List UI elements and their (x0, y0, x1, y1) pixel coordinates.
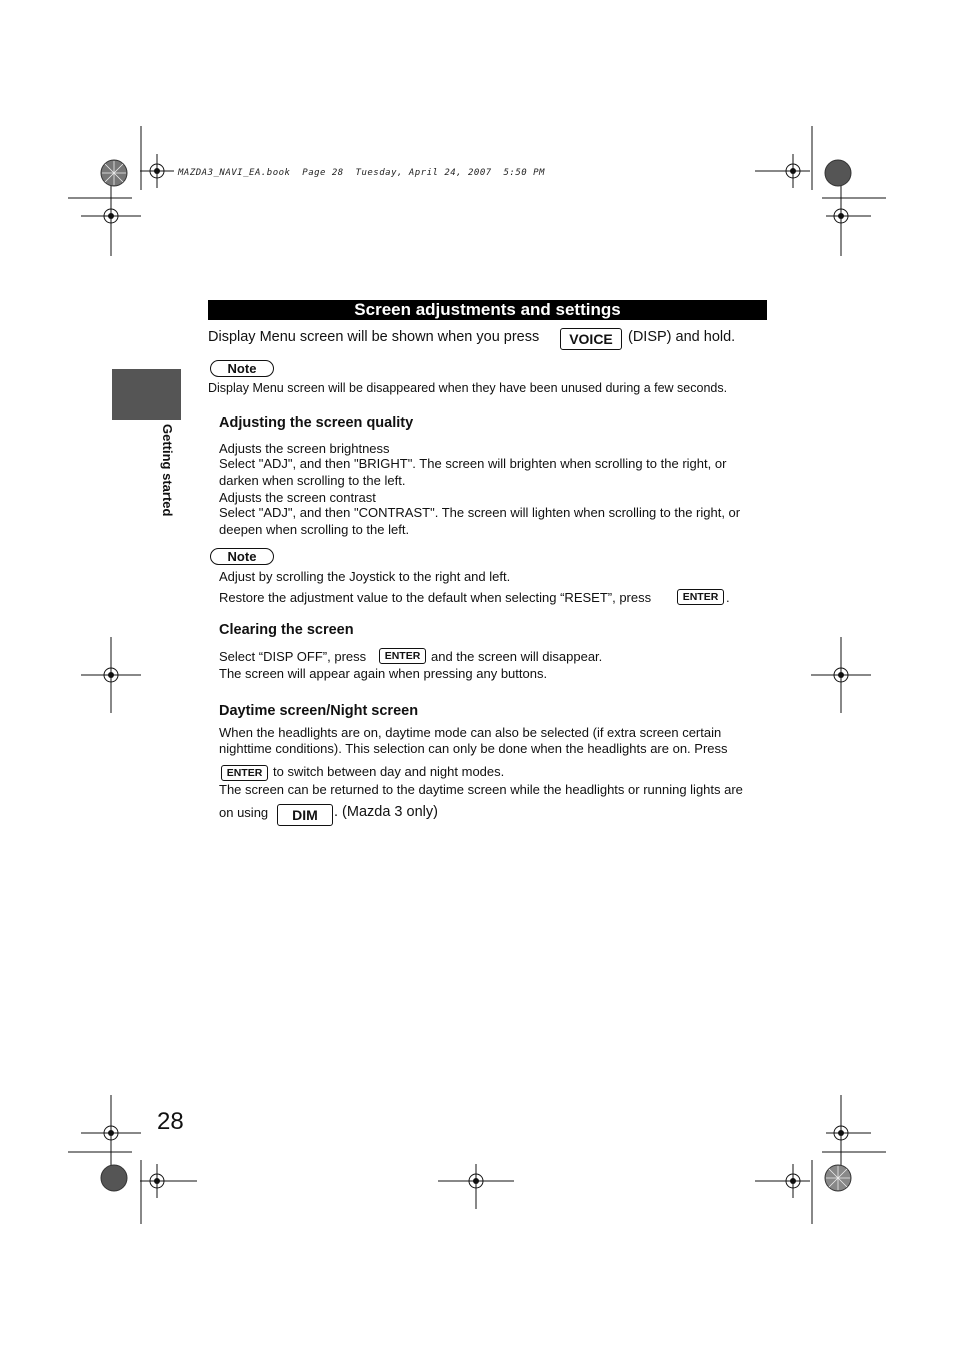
body-line: nighttime conditions). This selection can only be done when the headlights are on. Press (219, 741, 728, 756)
voice-key: VOICE (560, 328, 622, 350)
body-line: on using (219, 805, 269, 820)
body-line: . (726, 590, 730, 605)
body-line: Adjust by scrolling the Joystick to the right and left. (219, 569, 511, 584)
body-line: darken when scrolling to the left. (219, 473, 406, 488)
intro-line (208, 329, 539, 345)
enter-key: ENTER (677, 589, 724, 605)
intro-text: Display Menu screen will be shown when you press (208, 329, 540, 345)
intro-after: (DISP) and hold. (628, 329, 736, 345)
dim-key: DIM (277, 804, 333, 826)
print-metadata: MAZDA3_NAVI_EA.book Page 28 Tuesday, April 24, 2007 5:50 PM (178, 168, 545, 178)
section-title: Screen adjustments and settings (354, 300, 621, 319)
page-number: 28 (157, 1108, 184, 1135)
body-line: . (Mazda 3 only) (334, 804, 438, 820)
subsection-heading: Daytime screen/Night screen (219, 703, 419, 719)
body-line: Adjusts the screen brightness (219, 441, 390, 456)
subsection-heading: Clearing the screen (219, 622, 354, 638)
subsection-heading: Adjusting the screen quality (219, 415, 414, 431)
enter-key: ENTER (379, 648, 426, 664)
body-line: When the headlights are on, daytime mode can also be selected (if extra screen certain (219, 725, 722, 740)
body-line: deepen when scrolling to the left. (219, 522, 410, 537)
note-badge: Note (210, 548, 274, 565)
section-header-bar (208, 300, 767, 320)
note-text: Display Menu screen will be disappeared when they have been unused during a few seconds. (208, 381, 728, 395)
chapter-tab (112, 369, 181, 420)
body-line: Select "ADJ", and then "CONTRAST". The screen will lighten when scrolling to the right, or (219, 505, 741, 520)
body-line: The screen will appear again when pressing any buttons. (219, 666, 548, 681)
body-line: Select "ADJ", and then "BRIGHT". The screen will brighten when scrolling to the right, or (219, 456, 727, 471)
note-badge: Note (210, 360, 274, 377)
body-line: Select “DISP OFF”, press (219, 649, 367, 664)
body-line: Adjusts the screen contrast (219, 490, 376, 505)
body-line: The screen can be returned to the daytime screen while the headlights or running lights are (219, 782, 743, 797)
body-line: to switch between day and night modes. (273, 764, 505, 779)
body-line: Restore the adjustment value to the default when selecting “RESET”, press (219, 590, 652, 605)
chapter-label: Getting started (160, 424, 175, 517)
body-line: and the screen will disappear. (431, 649, 603, 664)
enter-key: ENTER (221, 765, 268, 781)
